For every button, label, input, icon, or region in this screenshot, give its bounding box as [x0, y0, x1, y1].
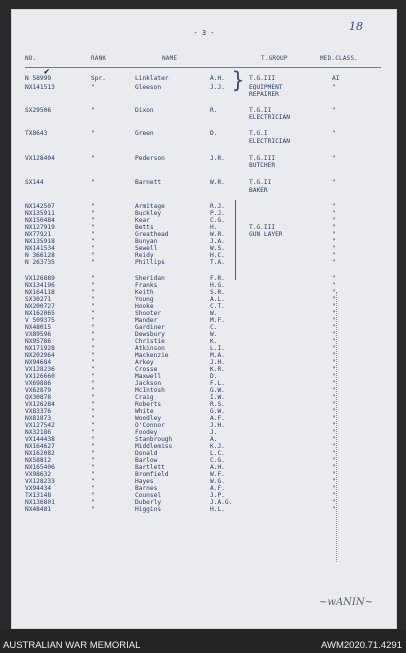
rank-cell: " [91, 380, 95, 387]
initials-cell: W.R. [210, 231, 225, 238]
trade-group-cell: EQUIPMENT [249, 84, 283, 91]
service-number-cell: V 509375 [25, 317, 55, 324]
footer-accession-number: AWM2020.71.4291 [321, 640, 402, 651]
service-number-cell: VX83376 [25, 408, 52, 415]
rank-cell: Spr. [91, 75, 106, 82]
medical-class-cell: " [332, 359, 336, 366]
medical-class-cell: " [332, 296, 336, 303]
medical-class-cell: " [332, 464, 336, 471]
initials-cell: W. [210, 310, 218, 317]
initials-cell: C.G. [210, 217, 225, 224]
initials-cell: T.A. [210, 259, 225, 266]
initials-cell: J.P. [210, 492, 225, 499]
rank-cell: " [91, 478, 95, 485]
service-number-cell: NX94684 [25, 359, 52, 366]
medical-class-cell: " [332, 252, 336, 259]
rank-cell: " [91, 252, 95, 259]
service-number-cell: NX164627 [25, 443, 55, 450]
initials-cell: L.C. [210, 450, 225, 457]
rank-cell: " [91, 345, 95, 352]
rank-cell: " [91, 130, 95, 137]
surname-cell: Bartlett [135, 464, 165, 471]
rank-cell: " [91, 217, 95, 224]
initials-cell: H. [210, 224, 218, 231]
service-number-cell: VX126660 [25, 373, 55, 380]
rank-cell: " [91, 107, 95, 114]
trade-group-cell: T.G.I [249, 130, 268, 137]
medical-class-cell: " [332, 345, 336, 352]
initials-cell: L.I. [210, 345, 225, 352]
medical-class-cell: " [332, 203, 336, 210]
initials-cell: H.L. [210, 506, 225, 513]
rank-cell: " [91, 310, 95, 317]
surname-cell: Barnes [135, 485, 158, 492]
footer-institution: AUSTRALIAN WAR MEMORIAL [3, 640, 141, 651]
service-number-cell: NX150484 [25, 217, 55, 224]
initials-cell: R.S. [210, 401, 225, 408]
rank-cell: " [91, 84, 95, 91]
surname-cell: Counsel [135, 492, 162, 499]
rank-cell: " [91, 387, 95, 394]
group-brace: } [232, 66, 245, 94]
rank-cell: " [91, 238, 95, 245]
rank-cell: " [91, 443, 95, 450]
medical-class-cell: " [332, 408, 336, 415]
initials-cell: W. [210, 331, 218, 338]
rank-cell: " [91, 282, 95, 289]
medical-class-cell: " [332, 155, 336, 162]
service-number-cell: NX141534 [25, 245, 55, 252]
surname-cell: Middlemiss [135, 443, 173, 450]
surname-cell: Craig [135, 394, 154, 401]
trade-group-cell: T.G.III [249, 155, 276, 162]
initials-cell: M.A. [210, 352, 225, 359]
trade-group-cell: T.G.III [249, 75, 276, 82]
medical-class-cell: " [332, 478, 336, 485]
service-number-cell: NX200727 [25, 303, 55, 310]
medical-class-cell: " [332, 450, 336, 457]
initials-cell: W.G. [210, 478, 225, 485]
medical-class-cell: " [332, 492, 336, 499]
medical-class-cell: " [332, 259, 336, 266]
trade-group-cell: GUN LAYER [249, 231, 283, 238]
surname-cell: Barnett [135, 179, 162, 186]
surname-cell: Bunyan [135, 238, 158, 245]
service-number-cell: NX135911 [25, 210, 55, 217]
medical-class-cell: " [332, 289, 336, 296]
initials-cell: I.W. [210, 394, 225, 401]
initials-cell: A.F. [210, 415, 225, 422]
service-number-cell: NX164118 [25, 289, 55, 296]
surname-cell: Keith [135, 289, 154, 296]
rank-cell: " [91, 224, 95, 231]
initials-cell: D. [210, 373, 218, 380]
service-number-cell: NX134196 [25, 282, 55, 289]
rank-cell: " [91, 331, 95, 338]
rank-cell: " [91, 296, 95, 303]
trade-group-cell: T.G.II [249, 107, 272, 114]
surname-cell: Betts [135, 224, 154, 231]
medical-class-cell: " [332, 373, 336, 380]
service-number-cell: QX30878 [25, 394, 52, 401]
initials-cell: J.R. [210, 155, 225, 162]
medical-class-cell: " [332, 130, 336, 137]
service-number-cell: NX48481 [25, 506, 52, 513]
header-rank: RANK [91, 55, 107, 62]
header-no: NO. [25, 55, 37, 62]
rank-cell: " [91, 415, 95, 422]
medical-class-cell: " [332, 471, 336, 478]
surname-cell: Mander [135, 317, 158, 324]
rank-cell: " [91, 429, 95, 436]
surname-cell: O'Connor [135, 422, 165, 429]
initials-cell: K. [210, 338, 218, 345]
medical-class-cell: " [332, 303, 336, 310]
header-name: NAME [162, 55, 178, 62]
initials-cell: R.J. [210, 203, 225, 210]
rank-cell: " [91, 492, 95, 499]
pen-mark: ✔ [44, 67, 50, 77]
initials-cell: S.R. [210, 289, 225, 296]
medical-class-cell: " [332, 380, 336, 387]
medical-class-cell: " [332, 275, 336, 282]
service-number-cell: VX128236 [25, 366, 55, 373]
service-number-cell: TX8643 [25, 130, 48, 137]
surname-cell: Atkinson [135, 345, 165, 352]
surname-cell: Jackson [135, 380, 162, 387]
initials-cell: D. [210, 130, 218, 137]
surname-cell: Phillips [135, 259, 165, 266]
initials-cell: H.C. [210, 252, 225, 259]
surname-cell: Christie [135, 338, 165, 345]
rank-cell: " [91, 450, 95, 457]
surname-cell: Crosse [135, 366, 158, 373]
service-number-cell: NX135918 [25, 238, 55, 245]
medical-class-cell: " [332, 324, 336, 331]
surname-cell: Donald [135, 450, 158, 457]
initials-cell: A. [210, 436, 218, 443]
header-medical-class: MED.CLASS. [320, 55, 359, 62]
surname-cell: Foodey [135, 429, 158, 436]
medical-class-cell: " [332, 84, 336, 91]
surname-cell: Green [135, 130, 154, 137]
rank-cell: " [91, 210, 95, 217]
initials-cell: J.A.G. [210, 499, 233, 506]
service-number-cell: VX94434 [25, 485, 52, 492]
rank-cell: " [91, 275, 95, 282]
service-number-cell: NX162065 [25, 310, 55, 317]
archive-footer [0, 629, 406, 653]
service-number-cell: SX29506 [25, 107, 52, 114]
service-number-cell: NX136801 [25, 499, 55, 506]
medical-class-cell: " [332, 282, 336, 289]
rank-cell: " [91, 324, 95, 331]
service-number-cell: VX98632 [25, 471, 52, 478]
surname-cell: Barlow [135, 457, 158, 464]
surname-cell: Linklater [135, 75, 169, 82]
initials-cell: C.G. [210, 457, 225, 464]
medical-class-cell: " [332, 387, 336, 394]
service-number-cell: VX126284 [25, 401, 55, 408]
medical-class-cell: " [332, 366, 336, 373]
surname-cell: White [135, 408, 154, 415]
medical-class-cell: " [332, 443, 336, 450]
trade-group-cell: BUTCHER [249, 162, 276, 169]
medical-class-cell: " [332, 436, 336, 443]
rank-cell: " [91, 231, 95, 238]
service-number-cell: N 366128 [25, 252, 55, 259]
service-number-cell: VX126889 [25, 275, 55, 282]
rank-cell: " [91, 366, 95, 373]
header-trade-group: T.GROUP [261, 55, 288, 62]
rank-cell: " [91, 422, 95, 429]
handwritten-page-note: 18 [349, 20, 363, 33]
surname-cell: Franks [135, 282, 158, 289]
initials-cell: J.H. [210, 422, 225, 429]
medical-class-cell: " [332, 107, 336, 114]
surname-cell: Bromfield [135, 471, 169, 478]
surname-cell: Sewell [135, 245, 158, 252]
initials-cell: W.R. [210, 179, 225, 186]
service-number-cell: VX62879 [25, 387, 52, 394]
medical-class-cell: " [332, 457, 336, 464]
initials-cell: K.J. [210, 443, 225, 450]
service-number-cell: N 58999 [25, 75, 52, 82]
ditto-guide [336, 292, 338, 562]
rank-cell: " [91, 401, 95, 408]
medical-class-cell: " [332, 310, 336, 317]
service-number-cell: SX30271 [25, 296, 52, 303]
service-number-cell: NX127919 [25, 224, 55, 231]
medical-class-cell: " [332, 401, 336, 408]
rank-cell: " [91, 303, 95, 310]
trade-group-cell: REPAIRER [249, 91, 279, 98]
rank-cell: " [91, 408, 95, 415]
initials-cell: G.W. [210, 408, 225, 415]
service-number-cell: N 263735 [25, 259, 55, 266]
surname-cell: Dixon [135, 107, 154, 114]
rank-cell: " [91, 179, 95, 186]
rank-cell: " [91, 471, 95, 478]
archive-signature: ~wANIN~ [319, 597, 373, 608]
surname-cell: Woodley [135, 415, 162, 422]
surname-cell: Duberly [135, 499, 162, 506]
rank-cell: " [91, 436, 95, 443]
initials-cell: A.L. [210, 296, 225, 303]
service-number-cell: NX48015 [25, 324, 52, 331]
group-bracket [232, 200, 236, 280]
initials-cell: R. [210, 107, 218, 114]
surname-cell: McIntosh [135, 387, 165, 394]
service-number-cell: NX162082 [25, 450, 55, 457]
initials-cell: J.H. [210, 359, 225, 366]
initials-cell: C.T. [210, 303, 225, 310]
medical-class-cell: " [332, 210, 336, 217]
rank-cell: " [91, 245, 95, 252]
service-number-cell: NX95786 [25, 338, 52, 345]
medical-class-cell: " [332, 179, 336, 186]
surname-cell: Mackenzie [135, 352, 169, 359]
surname-cell: Gardiner [135, 324, 165, 331]
service-number-cell: NX58812 [25, 457, 52, 464]
surname-cell: Reidy [135, 252, 154, 259]
rank-cell: " [91, 352, 95, 359]
initials-cell: A.H. [210, 75, 225, 82]
surname-cell: Greathead [135, 231, 169, 238]
initials-cell: J.A. [210, 238, 225, 245]
medical-class-cell: " [332, 331, 336, 338]
medical-class-cell: AI [332, 75, 340, 82]
medical-class-cell: " [332, 352, 336, 359]
rank-cell: " [91, 155, 95, 162]
surname-cell: Roberts [135, 401, 162, 408]
initials-cell: C. [210, 324, 218, 331]
initials-cell: F.R. [210, 275, 225, 282]
service-number-cell: SX144 [25, 179, 44, 186]
service-number-cell: NX202964 [25, 352, 55, 359]
surname-cell: Young [135, 296, 154, 303]
surname-cell: Buckley [135, 210, 162, 217]
surname-cell: Higgins [135, 506, 162, 513]
rank-cell: " [91, 506, 95, 513]
initials-cell: G.W. [210, 387, 225, 394]
initials-cell: P.J. [210, 210, 225, 217]
service-number-cell: VX127542 [25, 422, 55, 429]
rank-cell: " [91, 289, 95, 296]
medical-class-cell: " [332, 245, 336, 252]
service-number-cell: VX144438 [25, 436, 55, 443]
medical-class-cell: " [332, 238, 336, 245]
surname-cell: Stanbrough [135, 436, 173, 443]
rank-cell: " [91, 359, 95, 366]
initials-cell: J. [210, 429, 218, 436]
rank-cell: " [91, 394, 95, 401]
service-number-cell: VX128233 [25, 478, 55, 485]
rank-cell: " [91, 259, 95, 266]
trade-group-cell: BAKER [249, 187, 268, 194]
rank-cell: " [91, 485, 95, 492]
medical-class-cell: " [332, 499, 336, 506]
surname-cell: Shooter [135, 310, 162, 317]
trade-group-cell: ELECTRICIAN [249, 114, 290, 121]
service-number-cell: NX77921 [25, 231, 52, 238]
service-number-cell: NX165406 [25, 464, 55, 471]
rank-cell: " [91, 464, 95, 471]
medical-class-cell: " [332, 217, 336, 224]
medical-class-cell: " [332, 506, 336, 513]
medical-class-cell: " [332, 394, 336, 401]
surname-cell: Kear [135, 217, 150, 224]
service-number-cell: TX13148 [25, 492, 52, 499]
rank-cell: " [91, 317, 95, 324]
initials-cell: J.J. [210, 84, 225, 91]
surname-cell: Gleeson [135, 84, 162, 91]
surname-cell: Maxwell [135, 373, 162, 380]
rank-cell: " [91, 203, 95, 210]
surname-cell: Arkey [135, 359, 154, 366]
service-number-cell: VX69886 [25, 380, 52, 387]
service-number-cell: VX128404 [25, 155, 55, 162]
service-number-cell: NX142507 [25, 203, 55, 210]
service-number-cell: NX171928 [25, 345, 55, 352]
medical-class-cell: " [332, 317, 336, 324]
surname-cell: Hooke [135, 303, 154, 310]
service-number-cell: NX81873 [25, 415, 52, 422]
surname-cell: Hayes [135, 478, 154, 485]
rank-cell: " [91, 499, 95, 506]
rank-cell: " [91, 338, 95, 345]
surname-cell: Armitage [135, 203, 165, 210]
service-number-cell: VX89596 [25, 331, 52, 338]
trade-group-cell: ELECTRICIAN [249, 138, 290, 145]
surname-cell: Pederson [135, 155, 165, 162]
surname-cell: Sheridan [135, 275, 165, 282]
initials-cell: W.F. [210, 471, 225, 478]
service-number-cell: NX32186 [25, 429, 52, 436]
service-number-cell: NX141513 [25, 84, 55, 91]
initials-cell: F.L. [210, 380, 225, 387]
initials-cell: A.H. [210, 464, 225, 471]
header-rule [25, 67, 381, 68]
initials-cell: A.F. [210, 485, 225, 492]
medical-class-cell: " [332, 338, 336, 345]
initials-cell: K.R. [210, 366, 225, 373]
trade-group-cell: T.G.II [249, 179, 272, 186]
medical-class-cell: " [332, 422, 336, 429]
medical-class-cell: " [332, 224, 336, 231]
document-page [11, 9, 397, 629]
medical-class-cell: " [332, 415, 336, 422]
surname-cell: Dewsbury [135, 331, 165, 338]
trade-group-cell: T.G.III [249, 224, 276, 231]
rank-cell: " [91, 457, 95, 464]
rank-cell: " [91, 373, 95, 380]
initials-cell: W.S. [210, 245, 225, 252]
page-number: - 3 - [193, 29, 215, 37]
initials-cell: M.F. [210, 317, 225, 324]
medical-class-cell: " [332, 231, 336, 238]
medical-class-cell: " [332, 485, 336, 492]
initials-cell: H.G. [210, 282, 225, 289]
medical-class-cell: " [332, 429, 336, 436]
